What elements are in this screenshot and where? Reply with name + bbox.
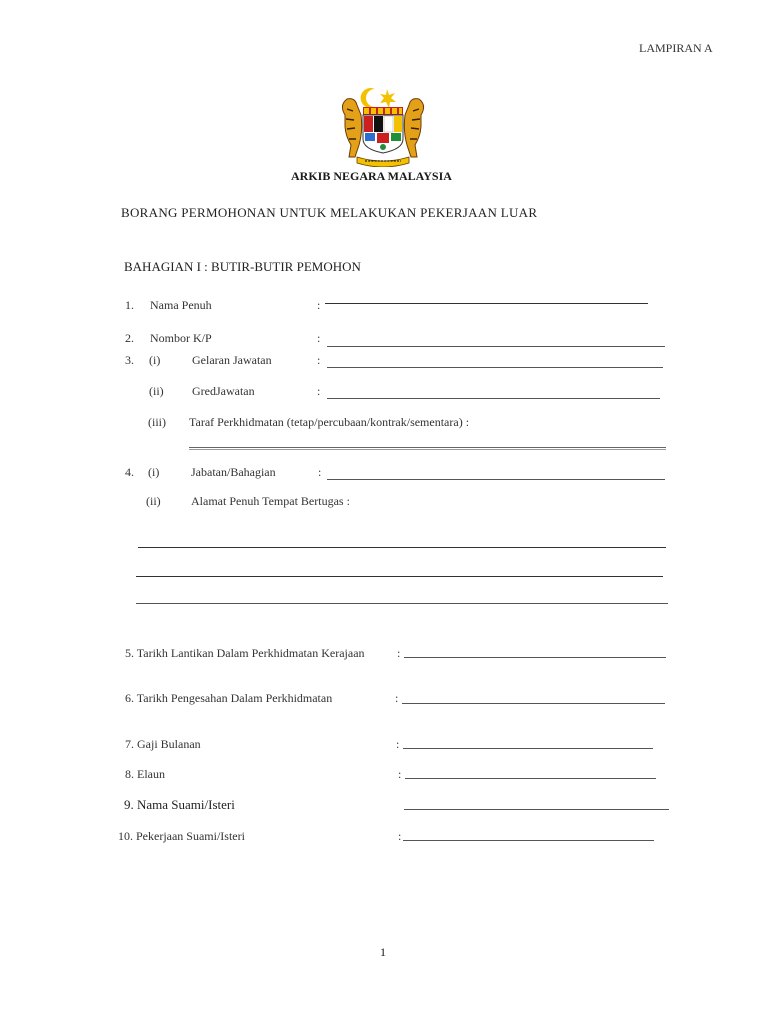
field-colon: :	[318, 465, 322, 479]
input-line-pekerjaan-suami-isteri[interactable]	[403, 840, 654, 841]
field-sub-number: (i)	[149, 353, 161, 367]
field-number: 1.	[125, 298, 134, 312]
field-number: 3.	[125, 353, 134, 367]
field-sub-number: (iii)	[148, 415, 166, 429]
field-label-nama-suami-isteri: 9. Nama Suami/Isteri	[124, 797, 235, 812]
input-line-gred-jawatan[interactable]	[327, 398, 660, 399]
field-colon: :	[396, 737, 400, 751]
input-line-nombor-kp[interactable]	[327, 346, 665, 347]
field-sub-number: (ii)	[149, 384, 164, 398]
field-label-pekerjaan-suami-isteri: 10. Pekerjaan Suami/Isteri	[118, 829, 245, 843]
field-colon: :	[317, 353, 321, 367]
field-label-tarikh-lantikan: 5. Tarikh Lantikan Dalam Perkhidmatan Kerajaan	[125, 646, 365, 660]
section-title: BAHAGIAN I : BUTIR-BUTIR PEMOHON	[124, 259, 361, 274]
field-label-gaji-bulanan: 7. Gaji Bulanan	[125, 737, 201, 751]
field-colon: :	[397, 646, 401, 660]
field-number: 2.	[125, 331, 134, 345]
field-label-tarikh-pengesahan: 6. Tarikh Pengesahan Dalam Perkhidmatan	[125, 691, 333, 705]
field-label-jabatan-bahagian: Jabatan/Bahagian	[191, 465, 276, 479]
field-label-gred-jawatan: GredJawatan	[192, 384, 255, 398]
field-label-taraf-perkhidmatan: Taraf Perkhidmatan (tetap/percubaan/kontrak/sementara) :	[189, 415, 470, 429]
field-label-gelaran-jawatan: Gelaran Jawatan	[192, 353, 272, 367]
field-colon: :	[317, 384, 321, 398]
field-label-elaun: 8. Elaun	[125, 767, 165, 781]
org-name: ARKIB NEGARA MALAYSIA	[291, 169, 452, 183]
coat-of-arms-emblem	[337, 85, 429, 167]
input-line-taraf-perkhidmatan[interactable]	[189, 447, 666, 450]
field-colon: :	[317, 298, 321, 312]
input-line-nama-suami-isteri[interactable]	[404, 809, 669, 810]
lampiran-label: LAMPIRAN A	[639, 41, 713, 55]
input-line-tarikh-lantikan[interactable]	[404, 657, 666, 658]
input-line-elaun[interactable]	[405, 778, 656, 779]
form-title: BORANG PERMOHONAN UNTUK MELAKUKAN PEKERJAAN LUAR	[121, 205, 538, 220]
field-label-alamat-penuh: Alamat Penuh Tempat Bertugas :	[191, 494, 350, 508]
field-number: 4.	[125, 465, 134, 479]
input-line-alamat-3[interactable]	[136, 603, 668, 604]
input-line-nama-penuh[interactable]	[325, 303, 648, 304]
input-line-alamat-1[interactable]	[138, 547, 666, 548]
input-line-jabatan-bahagian[interactable]	[327, 479, 665, 480]
input-line-tarikh-pengesahan[interactable]	[402, 703, 665, 704]
input-line-gelaran-jawatan[interactable]	[327, 367, 663, 368]
field-colon: :	[398, 829, 402, 843]
field-label-nama-penuh: Nama Penuh	[150, 298, 212, 312]
field-sub-number: (ii)	[146, 494, 161, 508]
field-colon: :	[395, 691, 399, 705]
page-number: 1	[380, 945, 386, 959]
field-sub-number: (i)	[148, 465, 160, 479]
field-colon: :	[398, 767, 402, 781]
input-line-alamat-2[interactable]	[136, 576, 663, 577]
field-colon: :	[317, 331, 321, 345]
input-line-gaji-bulanan[interactable]	[403, 748, 653, 749]
field-label-nombor-kp: Nombor K/P	[150, 331, 212, 345]
